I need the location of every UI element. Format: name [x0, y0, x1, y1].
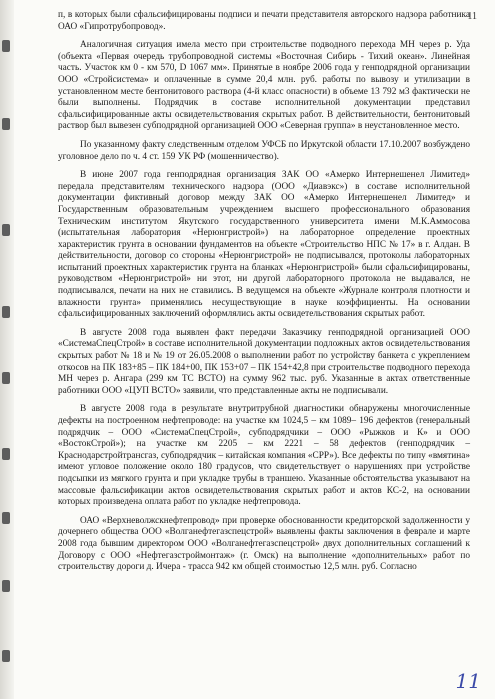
binding-hole: [2, 40, 10, 52]
paragraph-1: п, в которых были сфальсифицированы подписи и печати представителя авторского надзора работника ОАО «Гипротрубопровод».: [58, 10, 470, 32]
binding-hole: [2, 118, 10, 130]
paragraph-3: По указанному факту следственным отделом УФСБ по Иркутской области 17.10.2007 возбуждено уголовное дело по ч. 4 ст. 159 УК РФ (мошенничество).: [58, 139, 470, 162]
paragraph-2: Аналогичная ситуация имела место при строительстве подводного перехода МН через р. Уда (объекта «Первая очередь трубопроводной системы «Восточная Сибирь - Тихий океан». Линейная часть. Участок км 0 - км 570, D 1067 мм». Принятые в ноябре 2006 года у генподрядной организации ООО «Стройсистема» и оплаченные в сумме 20,4 млн. руб. работы по вывозу и утилизации в установленном месте бентонитового раствора (4-й класс опасности) в объеме 13 792 м3 фактически не были выполнены. Подрядчик в составе исполнительной документации представил сфальсифицированные акты освидетельствования скрытых работ. В действительности, бентонитовый раствор был вывезен субподрядной организацией ООО «Северная группа» в неустановленное место.: [58, 40, 470, 132]
document-body: [58, 10, 470, 581]
binding-hole: [2, 512, 10, 524]
binding-holes: [2, 0, 12, 699]
binding-hole: [2, 224, 10, 236]
paragraph-4: В июне 2007 года генподрядная организация ЗАК ОО «Амерко Интернешенел Лимитед» передала представителям технического надзора (ООО «Диавэкс») в составе исполнительной документации фиктивный договор между ЗАК ОО «Амерко Интернешенел Лимитед» и Государственным образовательным учреждением высшего профессионального образования Техническим институтом Якутского государственного университета имени М.К.Аммосова (испытательная лаборатория «Нерюнгристрой») на лабораторное определение проектных характеристик грунта в основании фундаментов на объекте «Строительство НПС № 17» в г. Алдан. В действительности, договор со стороны «Нерюнгристрой» не подписывался, протоколы лабораторных испытаний проектных характеристик грунта на бланках «Нерюнгристрой» были сфальсифицированы, руководством «Нерюнгристрой» ни этот, ни другой лабораторного протокола не выдавался, не подписывался, печати на них не ставились. В ведущемся на объекте «Журнале контроля плотности и влажности грунта» применялись несуществующие в науке коэффициенты. На основании сфальсифицированных заключений оформлялись акты освидетельствования скрытых работ.: [58, 170, 470, 320]
paragraph-5: В августе 2008 года выявлен факт передачи Заказчику генподрядной организацией ООО «СистемаСпецСтрой» в составе исполнительной документации подложных актов освидетельствования скрытых работ № 18 и № 19 от 26.05.2008 о выполнении работ по устройству банкета с укреплением откосов на ПК 183+85 – ПК 184+00, ПК 153+07 – ПК 154+42,8 при строительстве подводного перехода МН через р. Ангара (299 км ТС ВСТО) на сумму 962 тыс. руб. Указанные в актах ответственные работники ООО «ЦУП ВСТО» заявили, что представленные акты не подписывали.: [58, 327, 470, 396]
binding-hole: [2, 306, 10, 318]
binding-hole: [2, 448, 10, 460]
binding-hole: [2, 372, 10, 384]
handwritten-page-mark: 11: [455, 669, 481, 693]
page-number: 11: [467, 11, 477, 22]
binding-hole: [2, 650, 10, 662]
paragraph-6: В августе 2008 года в результате внутритрубной диагностики обнаружены многочисленные дефекты на построенном нефтепроводе: на участке км 1024,5 – км 1089– 196 дефектов (генеральный подрядчик – ООО «СистемаСпецСтрой», субподрядчики – ООО «Рыжков и К» и ООО «ВостокСтрой»); на участке км 2205 – км 2221 – 58 дефектов (генподрядчик – Краснодарстройтрансгаз, субподрядчик – китайская компания «СРР»). Все дефекты по типу «вмятина» имеют угловое положение около 180 градусов, что свидетельствует о нарушениях при устройстве подсыпки из мягкого грунта и при укладке трубы в траншею. Указанные обстоятельства указывают на массовые фальсификации актов освидетельствования скрытых работ и актов КС-2, на основании которых произведена оплата работ по укладке нефтепровода.: [58, 404, 470, 508]
paragraph-7: ОАО «Верхневолжскнефтепровод» при проверке обоснованности кредиторской задолженности у дочернего общества ООО «Волганефтегазспецстрой» выявлены факты заключения в феврале и марте 2008 года бывшим директором ООО «Волганефтегазспецстрой» двух дополнительных соглашений к Договору с ООО «Нефтегазстроймонтаж» (г. Омск) на выполнение «дополнительных» работ по строительству дороги д. Ичера - трасса 942 км общей стоимостью 12,5 млн. руб. Согласно: [58, 515, 470, 573]
binding-hole: [2, 580, 10, 592]
